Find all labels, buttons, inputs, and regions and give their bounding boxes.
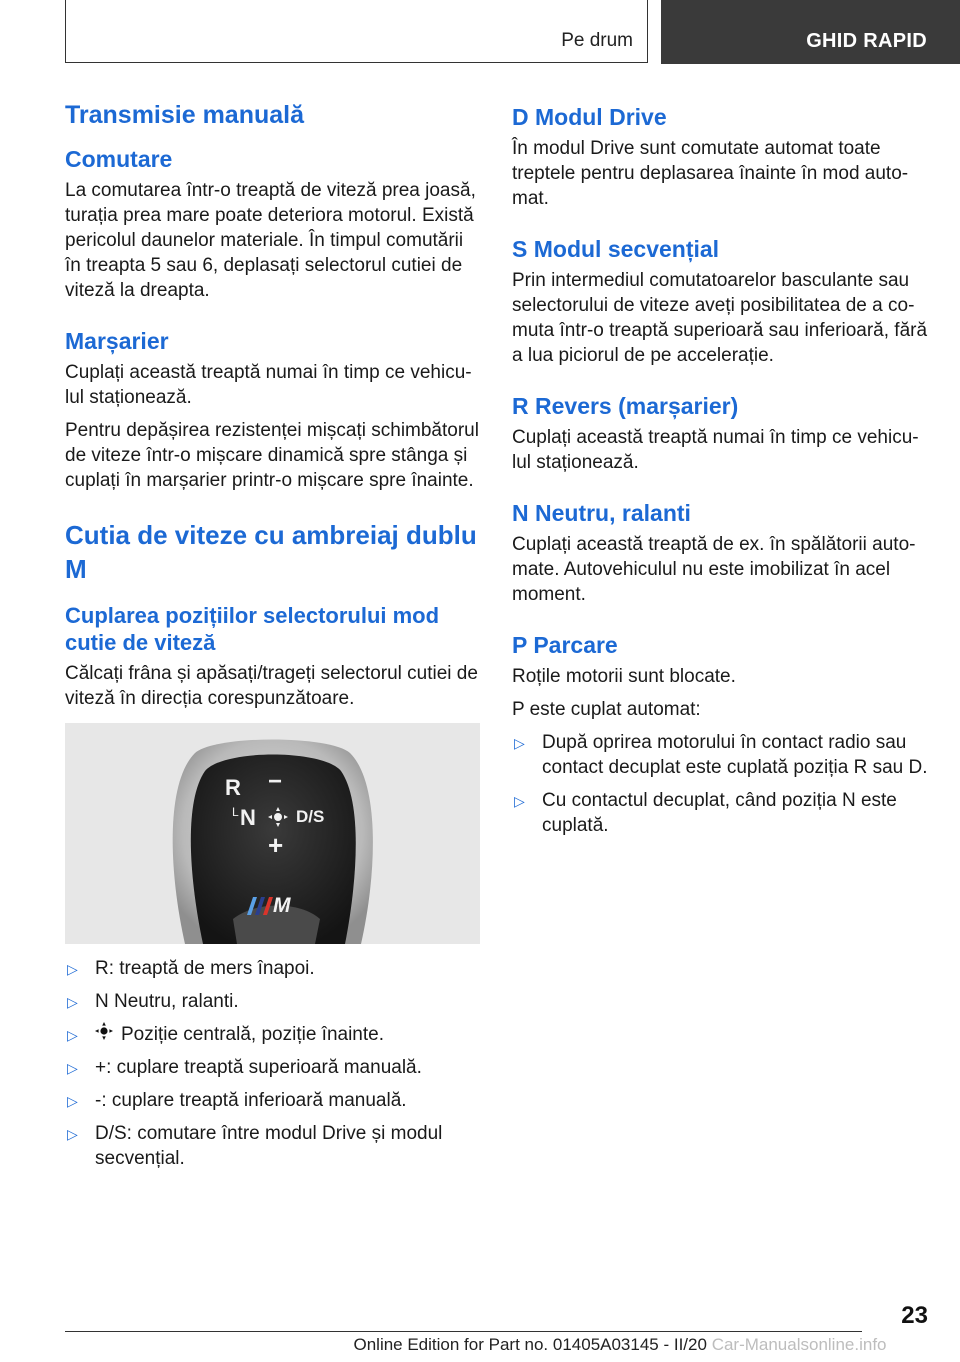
m-logo-letter: M bbox=[273, 894, 291, 917]
right-column bbox=[512, 104, 932, 846]
list-item: ▷ R: treaptă de mers înapoi. bbox=[65, 956, 480, 981]
section-heading-drive: D Modul Drive bbox=[512, 104, 667, 130]
triangle-right-outline-icon: ▷ bbox=[67, 961, 78, 977]
knob-label-r: R bbox=[225, 775, 241, 800]
list-item: ▷ N Neutru, ralanti. bbox=[65, 989, 480, 1014]
list-item: ▷ Cu contactul decuplat, când poziția N este cuplată. bbox=[514, 790, 897, 836]
triangle-right-outline-icon: ▷ bbox=[67, 994, 78, 1010]
paragraph-park-2: P este cuplat automat: bbox=[512, 699, 701, 720]
knob-label-minus: − bbox=[268, 768, 283, 795]
paragraph-park-1: Roțile motorii sunt blocate. bbox=[512, 666, 736, 687]
triangle-right-outline-icon: ▷ bbox=[67, 1093, 78, 1110]
section-heading-comutare: Comutare bbox=[65, 146, 173, 172]
triangle-right-outline-icon: ▷ bbox=[514, 793, 525, 809]
paragraph-marsarier-1: Cuplați această treaptă numai în timp ce vehicu-lul staționează. bbox=[65, 362, 472, 408]
gear-selector-image bbox=[65, 723, 480, 944]
knob-label-n: N bbox=[240, 805, 256, 830]
knob-label-l: L bbox=[232, 805, 239, 819]
page-header bbox=[65, 0, 960, 64]
knob-label-ds: D/S bbox=[296, 807, 325, 826]
section-heading-sequential: S Modul secvențial bbox=[512, 236, 720, 262]
section-heading-park: P Parcare bbox=[512, 632, 618, 658]
knob-label-plus: + bbox=[268, 830, 284, 860]
section-heading-neutral: N Neutru, ralanti bbox=[512, 500, 691, 526]
paragraph-neutral: Cuplați această treaptă de ex. în spălătorii auto-mate. Autovehiculul nu este imobilizat în acel moment. bbox=[512, 534, 916, 605]
list-item: ▷ După oprirea motorului în contact radio sau contact decuplat este cuplată poziția R sau D. bbox=[514, 732, 928, 778]
footer-divider bbox=[65, 1331, 862, 1332]
header-section-box bbox=[65, 0, 648, 63]
triangle-right-outline-icon: ▷ bbox=[67, 1060, 78, 1077]
triangle-right-outline-icon: ▷ bbox=[67, 1126, 78, 1143]
section-heading-reverse: R Revers (marșarier) bbox=[512, 393, 739, 419]
list-item: ▷ Poziție centrală, poziție înainte. bbox=[65, 1022, 480, 1047]
list-item: ▷ -: cuplare treaptă inferioară manuală. bbox=[65, 1088, 480, 1113]
section-heading-selector: Cuplarea pozițiilor selectorului mod cutie de viteză bbox=[65, 603, 440, 655]
footer-watermark: Car-Manualsonline.info bbox=[711, 1335, 887, 1354]
paragraph-comutare: La comutarea într-o treaptă de viteză prea joasă, turația prea mare poate deteriora motorul. Există pericolul daunelor materiale. În timpul comutării în treapta 5 sau 6, deplasați selectorul cutiei de viteză la dreapta. bbox=[65, 180, 476, 301]
header-section-label: Pe drum bbox=[561, 30, 633, 51]
paragraph-drive: În modul Drive sunt comutate automat toate treptele pentru deplasarea înainte în mod auto-mat. bbox=[512, 138, 909, 209]
paragraph-marsarier-2: Pentru depășirea rezistenței mișcați schimbătorul de viteze într-o mișcare dinamică spre stânga și cuplați în marșarier printr-o mișcare spre înainte. bbox=[65, 420, 479, 491]
selector-bullet-list bbox=[65, 956, 480, 1171]
footer-edition: Online Edition for Part no. 01405A03145 - II/20 bbox=[353, 1335, 707, 1354]
title-dual-clutch: Cutia de viteze cu ambreiaj dublu M bbox=[65, 520, 477, 584]
paragraph-selector: Călcați frâna și apăsați/trageți selectorul cutiei de viteză în direcția corespunzătoare. bbox=[65, 663, 478, 709]
park-bullet-list bbox=[512, 730, 932, 838]
list-item: ▷ +: cuplare treaptă superioară manuală. bbox=[65, 1055, 480, 1080]
list-item: ▷ D/S: comutare între modul Drive și modul secvențial. bbox=[67, 1123, 443, 1170]
header-tab-label: GHID RAPID bbox=[806, 30, 927, 52]
triangle-right-outline-icon: ▷ bbox=[514, 735, 525, 751]
knob-center-icon bbox=[268, 807, 288, 832]
footer bbox=[0, 1335, 960, 1355]
crosshair-icon bbox=[95, 1022, 113, 1047]
left-column bbox=[65, 100, 480, 1179]
section-heading-marsarier: Marșarier bbox=[65, 328, 169, 354]
triangle-right-outline-icon: ▷ bbox=[67, 1027, 78, 1043]
header-tab bbox=[661, 0, 960, 64]
page-title: Transmisie manuală bbox=[65, 101, 305, 129]
paragraph-sequential: Prin intermediul comutatoarelor basculante sau selectorului de viteze aveți posibilitatea de a co-muta într-o treaptă superioară sau inferioară, fără a lua piciorul de pe accelerație. bbox=[512, 270, 928, 366]
m-logo bbox=[245, 895, 301, 922]
page-number: 23 bbox=[901, 1302, 928, 1329]
paragraph-reverse: Cuplați această treaptă numai în timp ce vehicu-lul staționează. bbox=[512, 427, 919, 473]
